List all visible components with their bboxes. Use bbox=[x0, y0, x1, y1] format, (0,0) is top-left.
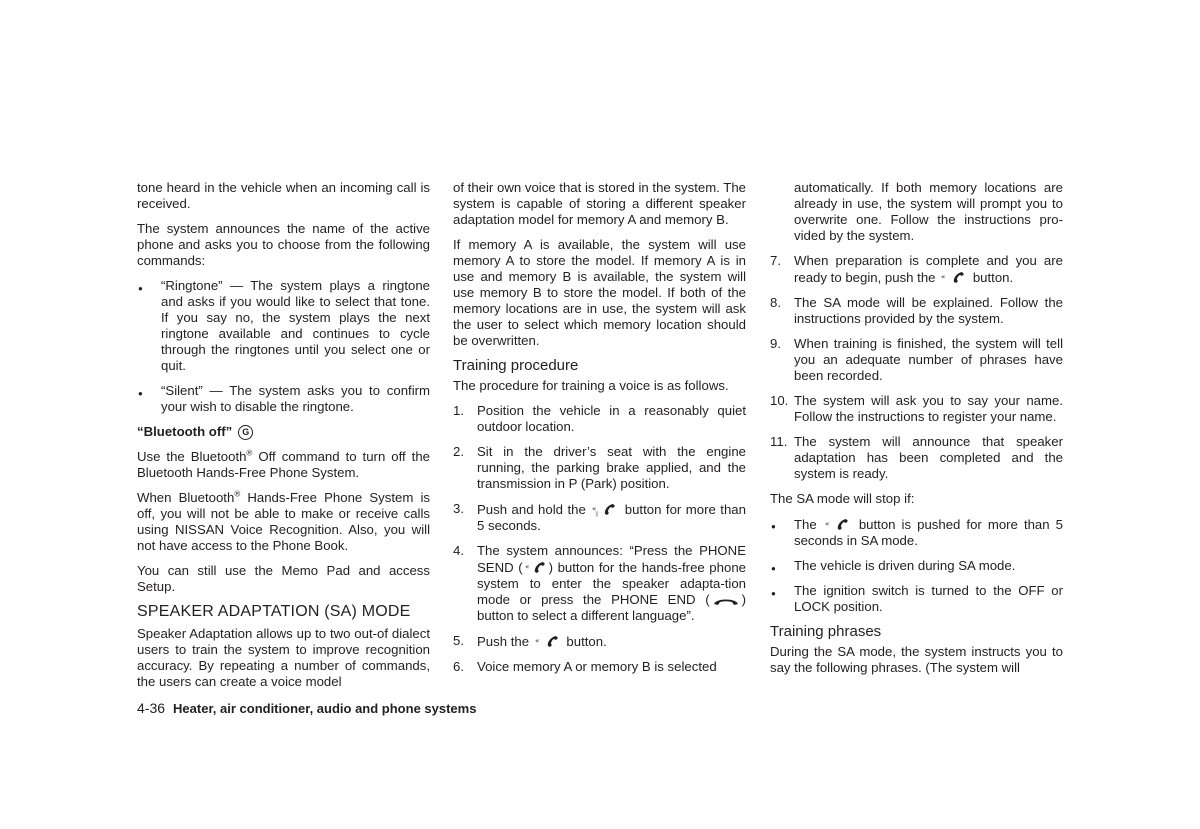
step-text: button. bbox=[562, 634, 607, 649]
paragraph: The system announces the name of the active phone and asks you to choose from the following commands: bbox=[137, 221, 430, 268]
step-number: 5. bbox=[453, 633, 464, 648]
step-text: ) button for the hands-free phone system to enter the speaker adapta-tion mode or press the PHONE END ( bbox=[477, 560, 746, 607]
phone-end-icon bbox=[712, 595, 740, 607]
step-item bbox=[453, 444, 746, 492]
svg-text:ᛝ: ᛝ bbox=[595, 511, 599, 517]
bullet-icon: ● bbox=[771, 589, 776, 598]
phone-send-talk-icon bbox=[941, 269, 967, 285]
bullet-icon: ● bbox=[771, 564, 776, 573]
bullet-item bbox=[137, 383, 430, 415]
step-number: 2. bbox=[453, 444, 464, 459]
column-right bbox=[770, 180, 1063, 685]
phone-send-talk-icon bbox=[825, 516, 851, 532]
page-footer bbox=[137, 700, 476, 716]
text: When Bluetooth bbox=[137, 490, 235, 505]
step-item bbox=[770, 393, 1063, 425]
step-text: When training is finished, the system will tell you an adequate number of phrases have been recorded. bbox=[794, 336, 1063, 383]
step-item bbox=[770, 434, 1063, 482]
subheading-training-phrases: Training phrases bbox=[770, 623, 882, 640]
step-text: The system announces: “Press the PHONE SEND ( bbox=[477, 543, 746, 575]
registered-mark: ® bbox=[234, 489, 241, 499]
bullet-item bbox=[770, 558, 1063, 574]
phone-send-talk-icon bbox=[535, 633, 561, 649]
step-text: The system will ask you to say your name. Follow the instructions to register your name. bbox=[794, 393, 1063, 424]
subheading-training-procedure: Training procedure bbox=[453, 357, 579, 374]
step-text: Position the vehicle in a reasonably quiet outdoor location. bbox=[477, 403, 746, 434]
heading-text: “Bluetooth off” bbox=[137, 424, 233, 439]
step-text: The system will announce that speaker adaptation has been completed and the system is ready. bbox=[794, 434, 1063, 481]
bullet-icon: ● bbox=[771, 522, 776, 531]
paragraph: automatically. If both memory locations are already in use, the system will prompt you to overwrite one. Follow the instructions pro-vided by the system. bbox=[794, 180, 1063, 243]
registered-mark: ® bbox=[246, 448, 253, 458]
step-item bbox=[453, 543, 746, 624]
bullet-icon: ● bbox=[138, 389, 143, 398]
step-text: The SA mode will be explained. Follow the instructions provided by the system. bbox=[794, 295, 1063, 326]
step-text: When preparation is complete and you are ready to begin, push the bbox=[794, 253, 1063, 285]
step-number: 9. bbox=[770, 336, 781, 351]
step-item bbox=[770, 295, 1063, 327]
step-item bbox=[770, 336, 1063, 384]
step-text: button for more than 5 seconds. bbox=[477, 502, 746, 533]
phone-send-talk-icon bbox=[592, 501, 618, 517]
bullet-text: “Ringtone” — The system plays a ringtone and asks if you would like to select that tone. If you say no, the system plays the next ringtone available and continues to cycle through the ringtones until you select one or quit. bbox=[161, 278, 430, 373]
bullet-item bbox=[770, 583, 1063, 615]
step-number: 7. bbox=[770, 253, 781, 268]
heading-bluetooth-off bbox=[137, 424, 430, 440]
step-number: 1. bbox=[453, 403, 464, 418]
paragraph: You can still use the Memo Pad and access Setup. bbox=[137, 563, 430, 594]
svg-text:«: « bbox=[824, 520, 830, 528]
bullet-text: The ignition switch is turned to the OFF or LOCK position. bbox=[794, 583, 1063, 614]
step-number: 3. bbox=[453, 501, 464, 516]
step-text: ) button to select a different language”. bbox=[477, 592, 746, 623]
text: Hands-Free Phone System is off, you will not be able to make or receive calls using NISSAN Voice Recognition. Also, you will not have access to the Phone Book. bbox=[137, 490, 430, 553]
bullet-item bbox=[137, 278, 430, 374]
paragraph: The SA mode will stop if: bbox=[770, 491, 915, 506]
paragraph: The procedure for training a voice is as follows. bbox=[453, 378, 729, 393]
paragraph bbox=[137, 490, 430, 554]
section-title: Heater, air conditioner, audio and phone systems bbox=[173, 701, 477, 716]
step-item bbox=[453, 403, 746, 435]
section-heading: SPEAKER ADAPTATION (SA) MODE bbox=[137, 603, 411, 620]
step-number: 6. bbox=[453, 659, 464, 674]
step-text: Push the bbox=[477, 634, 530, 649]
column-left bbox=[137, 180, 430, 699]
bullet-text: “Silent” — The system asks you to confirm your wish to disable the ringtone. bbox=[161, 383, 430, 414]
step-item bbox=[453, 659, 746, 675]
text: Use the Bluetooth bbox=[137, 449, 247, 464]
step-item bbox=[453, 501, 746, 534]
step-number: 4. bbox=[453, 543, 464, 558]
column-middle bbox=[453, 180, 746, 684]
step-text: button. bbox=[969, 270, 1014, 285]
step-text: Sit in the driver’s seat with the engine running, the parking brake applied, and the transmission in P (Park) position. bbox=[477, 444, 746, 491]
step-number: 11. bbox=[770, 434, 788, 449]
step-text: Voice memory A or memory B is selected bbox=[477, 659, 717, 674]
step-item bbox=[453, 633, 746, 650]
step-item bbox=[770, 253, 1063, 286]
phone-send-talk-icon bbox=[525, 559, 547, 575]
bullet-item bbox=[770, 516, 1063, 549]
svg-text:«: « bbox=[941, 273, 946, 281]
step-text: Push and hold the bbox=[477, 502, 586, 517]
bullet-text: The vehicle is driven during SA mode. bbox=[794, 558, 1016, 573]
paragraph: Speaker Adaptation allows up to two out-of dialect users to train the system to improve recognition accuracy. By repeating a number of commands, the users can create a voice model bbox=[137, 626, 430, 689]
paragraph: During the SA mode, the system instructs you to say the following phrases. (The system will bbox=[770, 644, 1063, 675]
svg-text:«: « bbox=[524, 563, 529, 571]
step-number: 8. bbox=[770, 295, 781, 310]
svg-text:«: « bbox=[592, 505, 597, 513]
paragraph bbox=[137, 449, 430, 481]
text: Off command to turn off the Bluetooth Hands-Free Phone System. bbox=[137, 449, 430, 480]
bullet-text: button is pushed for more than 5 seconds in SA mode. bbox=[794, 517, 1063, 548]
paragraph: tone heard in the vehicle when an incoming call is received. bbox=[137, 180, 430, 211]
bullet-text: The bbox=[794, 517, 817, 532]
bullet-icon: ● bbox=[138, 284, 143, 293]
g-badge-icon: G bbox=[238, 425, 253, 440]
paragraph: of their own voice that is stored in the system. The system is capable of storing a different speaker adaptation model for memory A and memory B. bbox=[453, 180, 746, 227]
page-number: 4-36 bbox=[137, 700, 166, 716]
step-number: 10. bbox=[770, 393, 789, 408]
svg-text:«: « bbox=[534, 637, 540, 645]
paragraph: If memory A is available, the system will use memory A to store the model. If memory A is in use and memory B is available, the system will use memory B to store the model. If both of the memory locations are in use, the system will ask the user to select which memory location should be overwritten. bbox=[453, 237, 746, 348]
